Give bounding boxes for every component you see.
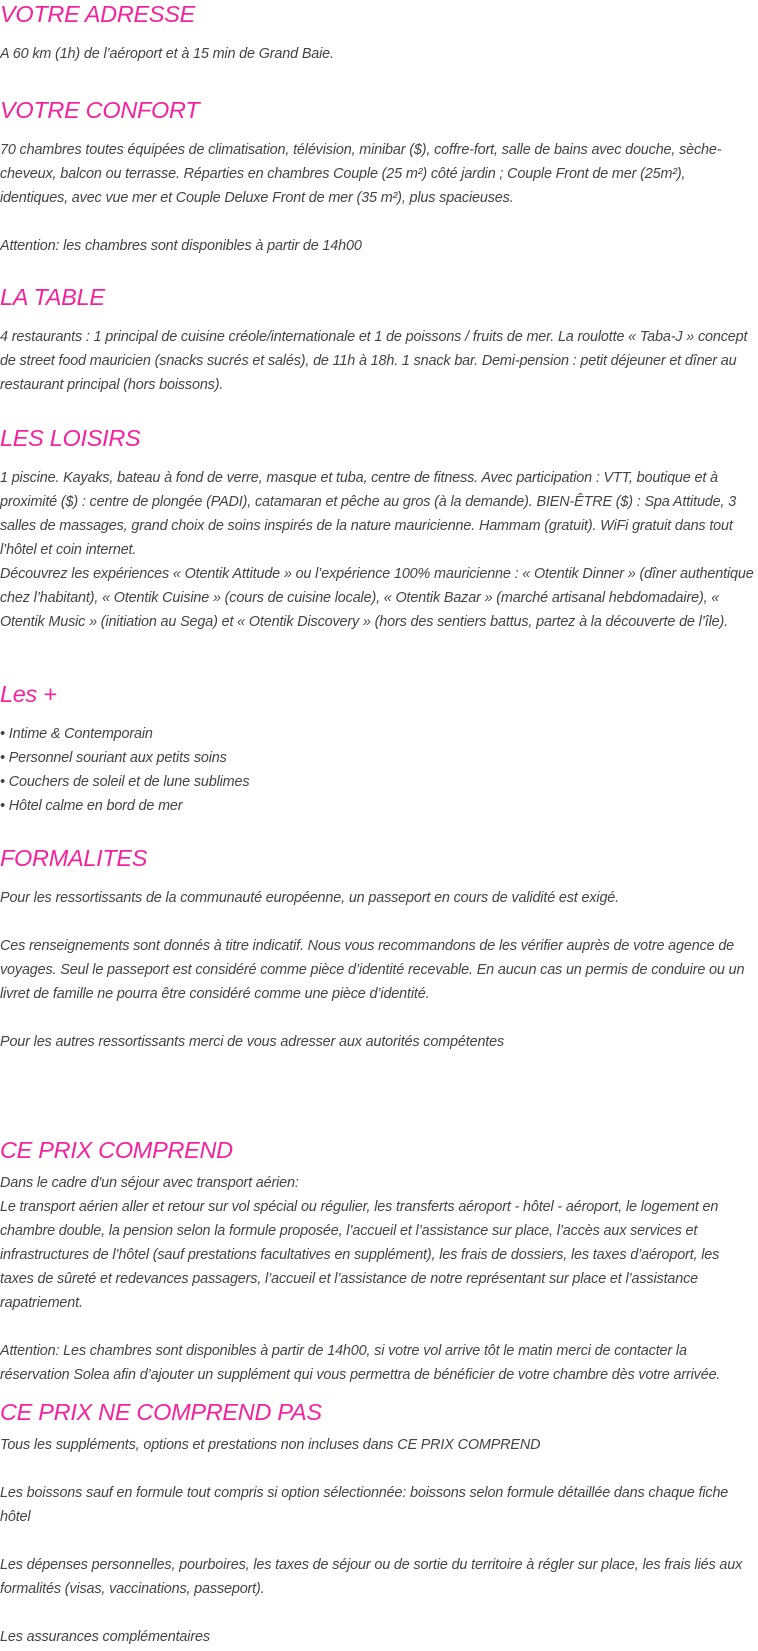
address-text: A 60 km (1h) de l’aéroport et à 15 min de Grand Baie. <box>0 46 334 62</box>
formalities-info: Ces renseignements sont donnés à titre indicatif. Nous vous recommandons de les vérifier auprès de votre agence de voyages. Seul le passeport est considéré comme pièce d’identité recevable. En aucun cas un permis de conduire ou un livret de famille ne pourra être considéré comme une pièce d’identité. <box>0 938 745 1002</box>
section-votre-confort <box>0 96 756 258</box>
price-includes-intro: Dans le cadre d'un séjour avec transport aérien: <box>0 1175 299 1191</box>
section-la-table <box>0 283 756 397</box>
list-item: • Intime & Contemporain <box>0 726 153 742</box>
section-title-votre-confort: VOTRE CONFORT <box>0 97 200 123</box>
section-title-les-plus: Les + <box>0 681 57 707</box>
section-title-ce-prix-ne-comprend-pas: CE PRIX NE COMPREND PAS <box>0 1399 322 1425</box>
table-description: 4 restaurants : 1 principal de cuisine créole/internationale et 1 de poissons / fruits de mer. La roulotte « Taba-J » concept de street food mauricien (snacks sucrés et salés), de 11h à 18h. 1 snack bar. Demi-pension : petit déjeuner et dîner au restaurant principal (hors boissons). <box>0 329 748 393</box>
section-title-formalites: FORMALITES <box>0 845 148 871</box>
section-les-plus <box>0 680 756 818</box>
section-title-votre-adresse: VOTRE ADRESSE <box>0 1 196 27</box>
formalities-eu: Pour les ressortissants de la communauté européenne, un passeport en cours de validité est exigé. <box>0 890 620 906</box>
comfort-description: 70 chambres toutes équipées de climatisation, télévision, minibar ($), coffre-fort, salle de bains avec douche, sèche-cheveux, balcon ou terrasse. Réparties en chambres Couple (25 m²) côté jardin ; Couple Front de mer (25m²), identiques, avec vue mer et Couple Deluxe Front de mer (35 m²), plus spacieuses. <box>0 142 722 206</box>
section-ce-prix-ne-comprend-pas <box>0 1398 756 1649</box>
section-les-loisirs <box>0 424 756 634</box>
price-excludes-insurance: Les assurances complémentaires <box>0 1629 210 1645</box>
list-item: • Personnel souriant aux petits soins <box>0 750 227 766</box>
comfort-attention: Attention: les chambres sont disponibles à partir de 14h00 <box>0 238 362 254</box>
price-excludes-supplements: Tous les suppléments, options et prestations non incluses dans CE PRIX COMPREND <box>0 1437 541 1453</box>
list-item: • Couchers de soleil et de lune sublimes <box>0 774 250 790</box>
section-votre-adresse <box>0 0 756 66</box>
section-title-les-loisirs: LES LOISIRS <box>0 425 141 451</box>
formalities-others: Pour les autres ressortissants merci de vous adresser aux autorités compétentes <box>0 1034 505 1050</box>
section-ce-prix-comprend <box>0 1136 756 1387</box>
price-includes-attention: Attention: Les chambres sont disponibles à partir de 14h00, si votre vol arrive tôt le matin merci de contacter la réservation Solea afin d’ajouter un supplément qui vous permettra de bénéficier de votre chambre dès votre arrivée. <box>0 1343 721 1383</box>
section-formalites <box>0 844 756 1054</box>
price-excludes-personal: Les dépenses personnelles, pourboires, les taxes de séjour ou de sortie du territoire à régler sur place, les frais liés aux formalités (visas, vaccinations, passeport). <box>0 1557 743 1597</box>
section-title-la-table: LA TABLE <box>0 284 105 310</box>
leisure-description: 1 piscine. Kayaks, bateau à fond de verre, masque et tuba, centre de fitness. Avec participation : VTT, boutique et à proximité ($) : centre de plongée (PADI), catamaran et pêche au gros (à la demande). BIEN-ÊTRE ($) : Spa Attitude, 3 salles de massages, grand choix de soins inspirés de la nature mauricienne. Hammam (gratuit). WiFi gratuit dans tout l’hôtel et coin internet. <box>0 470 737 558</box>
leisure-experiences: Découvrez les expériences « Otentik Attitude » ou l’expérience 100% mauricienne : « Otentik Dinner » (dîner authentique chez l’habitant), « Otentik Cuisine » (cours de cuisine locale), « Otentik Bazar » (marché artisanal hebdomadaire), « Otentik Music » (initiation au Sega) et « Otentik Discovery » (hors des sentiers battus, partez à la découverte de l’île). <box>0 566 754 630</box>
section-title-ce-prix-comprend: CE PRIX COMPREND <box>0 1137 233 1163</box>
price-excludes-drinks: Les boissons sauf en formule tout compris si option sélectionnée: boissons selon formule détaillée dans chaque fiche hôtel <box>0 1485 729 1525</box>
price-includes-list: Le transport aérien aller et retour sur vol spécial ou régulier, les transferts aéroport - hôtel - aéroport, le logement en chambre double, la pension selon la formule proposée, l’accueil et l’assistance sur place, l’accès aux services et infrastructures de l’hôtel (sauf prestations facultatives en supplément), les frais de dossiers, les taxes d’aéroport, les taxes de sûreté et redevances passagers, l’accueil et l’assistance de notre représentant sur place et l’assistance rapatriement. <box>0 1199 720 1311</box>
list-item: • Hôtel calme en bord de mer <box>0 798 183 814</box>
